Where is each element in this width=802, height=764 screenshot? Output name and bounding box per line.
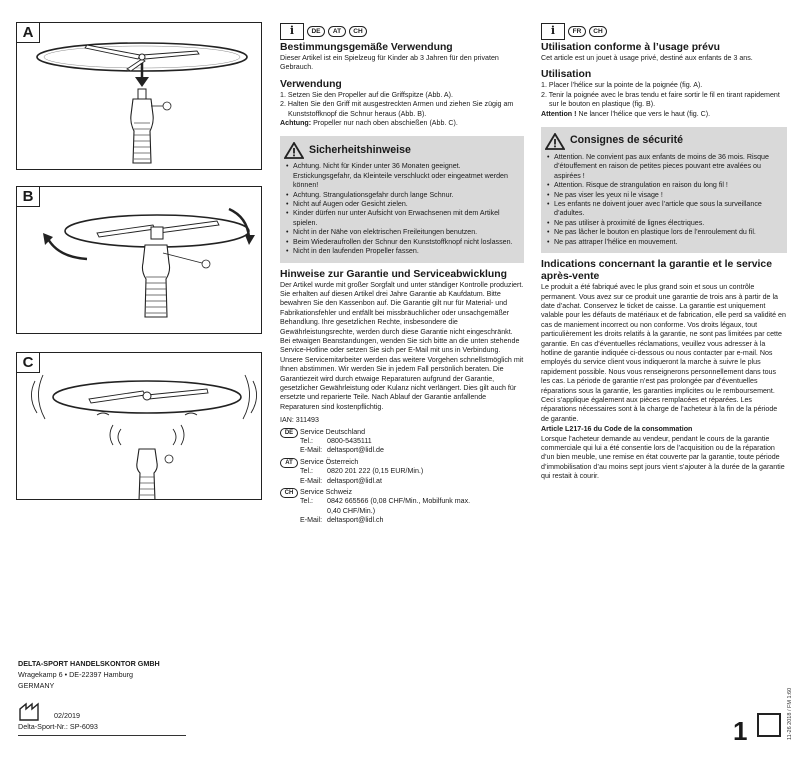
- service-block-ch: [280, 488, 524, 526]
- service-phone[interactable]: 0842 665566 (0,08 CHF/Min., Mobilfunk max. 0,40 CHF/Min.): [327, 497, 471, 515]
- service-block-de: [280, 428, 524, 456]
- step-item: 2. Halten Sie den Griff mit ausgestreckten Armen und ziehen Sie zügig am Kunststoffknopf die Schnur heraus (Abb. B).: [280, 100, 514, 118]
- ian-number: IAN: 311493: [280, 416, 319, 425]
- service-badge: DE: [280, 428, 298, 438]
- panel-label-a: A: [16, 22, 40, 43]
- safety-title: Consignes de sécurité: [570, 134, 684, 147]
- tel-label: Tel.:: [300, 497, 314, 506]
- warning-triangle-icon: [545, 133, 565, 150]
- tel-label: Tel.:: [300, 467, 314, 476]
- service-badge: AT: [280, 458, 298, 468]
- attention-text: Propeller nur nach oben abschießen (Abb. C).: [311, 119, 458, 128]
- step-item: 1. Setzen Sie den Propeller auf die Griffspitze (Abb. A).: [280, 90, 453, 99]
- step-item: 2. Tenir la poignée avec le bras tendu et faire sortir le fil en tirant rapidement sur le bouton en plastique (fig. B).: [541, 90, 780, 109]
- language-badges-de: [280, 22, 524, 40]
- warranty-heading: Hinweise zur Garantie und Serviceabwicklung: [280, 268, 507, 280]
- safety-box: [280, 136, 524, 262]
- figure-panel-a: [16, 22, 262, 170]
- service-phone[interactable]: 0820 201 222 (0,15 EUR/Min.): [327, 467, 424, 476]
- mail-label: E-Mail:: [300, 516, 323, 525]
- usage-text: Cet article est un jouet à usage privé, destiné aux enfants de 3 ans.: [541, 54, 753, 62]
- safety-heading: [284, 140, 520, 160]
- safety-heading: [545, 131, 783, 151]
- article-heading: Article L217-16 du Code de la consommation: [541, 425, 693, 434]
- safety-item: • Attention. Ne convient pas aux enfants de moins de 36 mois. Risque d’étouffement en raison de petites pieces pouvant etre avalées ou aspirées !: [545, 153, 783, 181]
- lang-badge: DE: [307, 26, 325, 37]
- page-number: 1: [733, 716, 748, 746]
- attention-note: [280, 119, 524, 128]
- company-name: DELTA-SPORT HANDELSKONTOR GMBH: [18, 659, 160, 668]
- german-column: [280, 22, 524, 526]
- safety-item: • Nicht in den laufenden Propeller fassen.: [284, 247, 520, 256]
- page-box: [757, 713, 781, 737]
- french-column: [541, 22, 787, 482]
- pull-cord-illustration: [17, 187, 262, 334]
- usage-text: Dieser Artikel ist ein Spielzeug für Kinder ab 3 Jahren für den privaten Gebrauch.: [280, 54, 499, 72]
- usage-heading: Bestimmungsgemäße Verwendung: [280, 42, 453, 53]
- attention-label: Attention !: [541, 109, 577, 118]
- service-block-at: [280, 458, 524, 486]
- usage-heading: Utilisation conforme à l’usage prévu: [541, 42, 720, 53]
- safety-item: • Achtung. Nicht für Kinder unter 36 Monaten geeignet. Erstickungsgefahr, da Kleinteile verschluckt oder eingeatmet werden können!: [284, 162, 520, 190]
- mail-label: E-Mail:: [300, 476, 323, 485]
- warning-triangle-icon: [284, 142, 304, 159]
- service-email[interactable]: deltasport@lidl.de: [327, 446, 384, 455]
- lang-badge: CH: [589, 26, 607, 37]
- company-address: Wragekamp 6 • DE-22397 Hamburg: [18, 670, 134, 679]
- mail-label: E-Mail:: [300, 446, 323, 455]
- warranty-text: Le produit a été fabriqué avec le plus grand soin et sous un contrôle permanent. Vous avez sur ce produit une garantie de trois ans à partir de la date d’achat. Conservez le ticket de caisse. La garantie est uniquement valable pour les défauts de matériaux et de fabrication, elle perd sa validité en cas de maniement incorrect ou non conforme. Vos droits légaux, tout particulièrement les droits relatifs à la garantie, ne sont pas limitées par cette garantie. En cas d’éventuelles réclamations, veuillez vous adresser à la hotline de garantie indiquée ci-dessous ou nous contacter par e-mail. Nos employés du service client vous indiqueront la marche à suivre le plus rapidement possible. Nous vous renseignerons personnellement dans tous les cas. La période de garantie n’est pas prolongée par d’éventuelles réparations sous la garantie, les garanties implicites ou le remboursement. Ceci s’applique également aux pièces remplacées et réparées. Les réparations nécessaires sont à la charge de l’acheteur à la fin de la période de garantie.: [541, 283, 786, 423]
- tel-label: Tel.:: [300, 437, 314, 445]
- safety-item: • Ne pas utiliser à proximité de lignes électriques.: [545, 219, 783, 228]
- manufacture-date: 02/2019: [54, 711, 80, 720]
- info-book-icon: i: [280, 23, 304, 40]
- warranty-text: Der Artikel wurde mit großer Sorgfalt und unter ständiger Kontrolle produziert. Sie erhalten auf diesen Artikel drei Jahre Garantie ab Kaufdatum. Bitte bewahren Sie den Kassenbon auf. Die Garantie gilt nur für Material- und Fabrikationsfehler und entfällt bei missbräuchlicher oder unsachgemäßer Behandlung. Ihre gesetzlichen Rechte, insbesondere die Gewährleistungsrechte, werden durch diese Garantie nicht eingeschränkt. Bei etwaigen Beanstandungen, wenden Sie sich bitte an die unten stehende Service-Hotline oder setzen Sie sich per E-Mail mit uns in Verbindung. Unsere Servicemitarbeiter werden das weitere Vorgehen schnellstmöglich mit Ihnen abstimmen. Wir werden Sie in jedem Fall persönlich beraten. Die Garantiezeit wird durch etwaige Reparaturen aufgrund der Garantie, gesetzlicher Gewährleistung oder Kulanz nicht verlängert. Dies gilt auch für ersetzte und reparierte Teile. Nach Ablauf der Garantie anfallende Reparaturen sind kostenpflichtig.: [280, 280, 524, 411]
- service-name: Service Deutschland: [300, 427, 366, 436]
- use-heading: Verwendung: [280, 78, 342, 90]
- launch-upward-illustration: [17, 353, 262, 500]
- lang-badge: AT: [328, 26, 346, 37]
- safety-item: • Ne pas viser les yeux ni le visage !: [545, 191, 783, 200]
- service-badge: CH: [280, 488, 298, 498]
- safety-item: • Les enfants ne doivent jouer avec l’article que sous la surveillance d’adultes.: [545, 200, 783, 219]
- service-name: Service Schweiz: [300, 488, 353, 497]
- safety-item: • Ne pas lâcher le bouton en plastique lors de l’enroulement du fil.: [545, 228, 783, 237]
- info-book-icon: i: [541, 23, 565, 40]
- safety-title: Sicherheitshinweise: [309, 143, 411, 156]
- safety-item: • Ne pas attraper l’hélice en mouvement.: [545, 238, 783, 247]
- article-number: Delta-Sport-Nr.: SP-6093: [18, 722, 98, 731]
- safety-box: [541, 127, 787, 253]
- propeller-placement-illustration: [17, 23, 262, 170]
- article-text: Lorsque l’acheteur demande au vendeur, pendant le cours de la garantie commerciale qui lui a été consentie lors de l’acquisition ou de la réparation d’un bien meuble, une remise en état couverte par la garantie, toute période d’immobilisation d’au moins sept jours vient s’ajouter à la durée de la garantie qui restait à courir.: [541, 434, 785, 481]
- company-country: GERMANY: [18, 681, 55, 690]
- lang-badge: CH: [349, 26, 367, 37]
- safety-item: • Achtung. Strangulationsgefahr durch lange Schnur.: [284, 191, 520, 200]
- safety-item: • Nicht auf Augen oder Gesicht zielen.: [284, 200, 520, 209]
- step-item: 1. Placer l’hélice sur la pointe de la poignée (fig. A).: [541, 81, 703, 90]
- figure-panel-c: [16, 352, 262, 500]
- service-phone[interactable]: 0800-5435111: [327, 437, 372, 445]
- manufacturer-footer: [18, 658, 188, 736]
- attention-label: Achtung:: [280, 119, 312, 128]
- attention-note: [541, 110, 787, 119]
- safety-item: • Attention. Risque de strangulation en raison du long fil !: [545, 181, 783, 190]
- factory-icon: [18, 701, 44, 721]
- footer-divider: [18, 735, 186, 736]
- language-badges-fr: [541, 22, 787, 40]
- warranty-heading: Indications concernant la garantie et le service après-vente: [541, 259, 772, 283]
- lang-badge: FR: [568, 26, 586, 37]
- figure-panel-b: [16, 186, 262, 334]
- use-heading: Utilisation: [541, 69, 592, 81]
- service-email[interactable]: deltasport@lidl.at: [327, 476, 382, 485]
- panel-label-c: C: [16, 352, 40, 373]
- safety-item: • Nicht in der Nähe von elektrischen Freileitungen benutzen.: [284, 228, 520, 237]
- panel-label-b: B: [16, 186, 40, 207]
- service-name: Service Österreich: [300, 457, 359, 466]
- print-code: 11-26 2018 / FM 1:60: [787, 687, 793, 740]
- safety-item: • Beim Wiederaufrollen der Schnur den Kunststoffknopf nicht loslassen.: [284, 238, 520, 247]
- safety-item: • Kinder dürfen nur unter Aufsicht von Erwachsenen mit dem Artikel spielen.: [284, 209, 520, 228]
- service-email[interactable]: deltasport@lidl.ch: [327, 516, 384, 525]
- manufacture-date-row: [18, 699, 188, 721]
- attention-text: Ne lancer l’hélice que vers le haut (fig. C).: [576, 109, 711, 118]
